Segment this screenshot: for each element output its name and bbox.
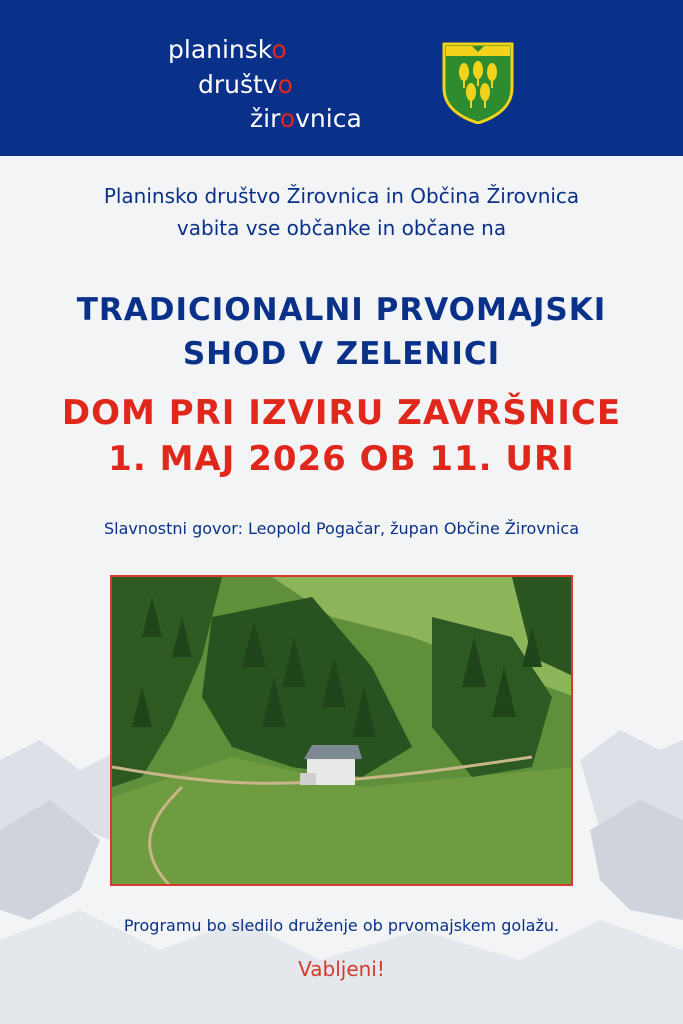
- logo-line-3: žirovnica: [250, 104, 362, 133]
- welcome-text: Vabljeni!: [298, 957, 385, 981]
- speech-info: Slavnostni govor: Leopold Pogačar, župan Občine Žirovnica: [103, 519, 579, 538]
- event-location: DOM PRI IZVIRU ZAVRŠNICE: [61, 393, 622, 433]
- event-datetime: 1. MAJ 2026 OB 11. URI: [108, 439, 575, 479]
- intro-text: Planinsko društvo Žirovnica in Občina Žirovnica vabita vse občanke in občane na: [103, 184, 580, 240]
- program-text: Programu bo sledilo druženje ob prvomajskem golažu.: [123, 916, 560, 935]
- mountain-hut-photo: [110, 575, 573, 886]
- event-title: TRADICIONALNI PRVOMAJSKI SHOD V ZELENICI: [76, 292, 607, 372]
- logo-line-2: društvo: [198, 70, 293, 99]
- logo-line-1: planinsko: [168, 35, 287, 64]
- municipality-crest-icon: [442, 42, 514, 124]
- header-banner: [0, 0, 683, 156]
- event-location-date: [0, 390, 683, 482]
